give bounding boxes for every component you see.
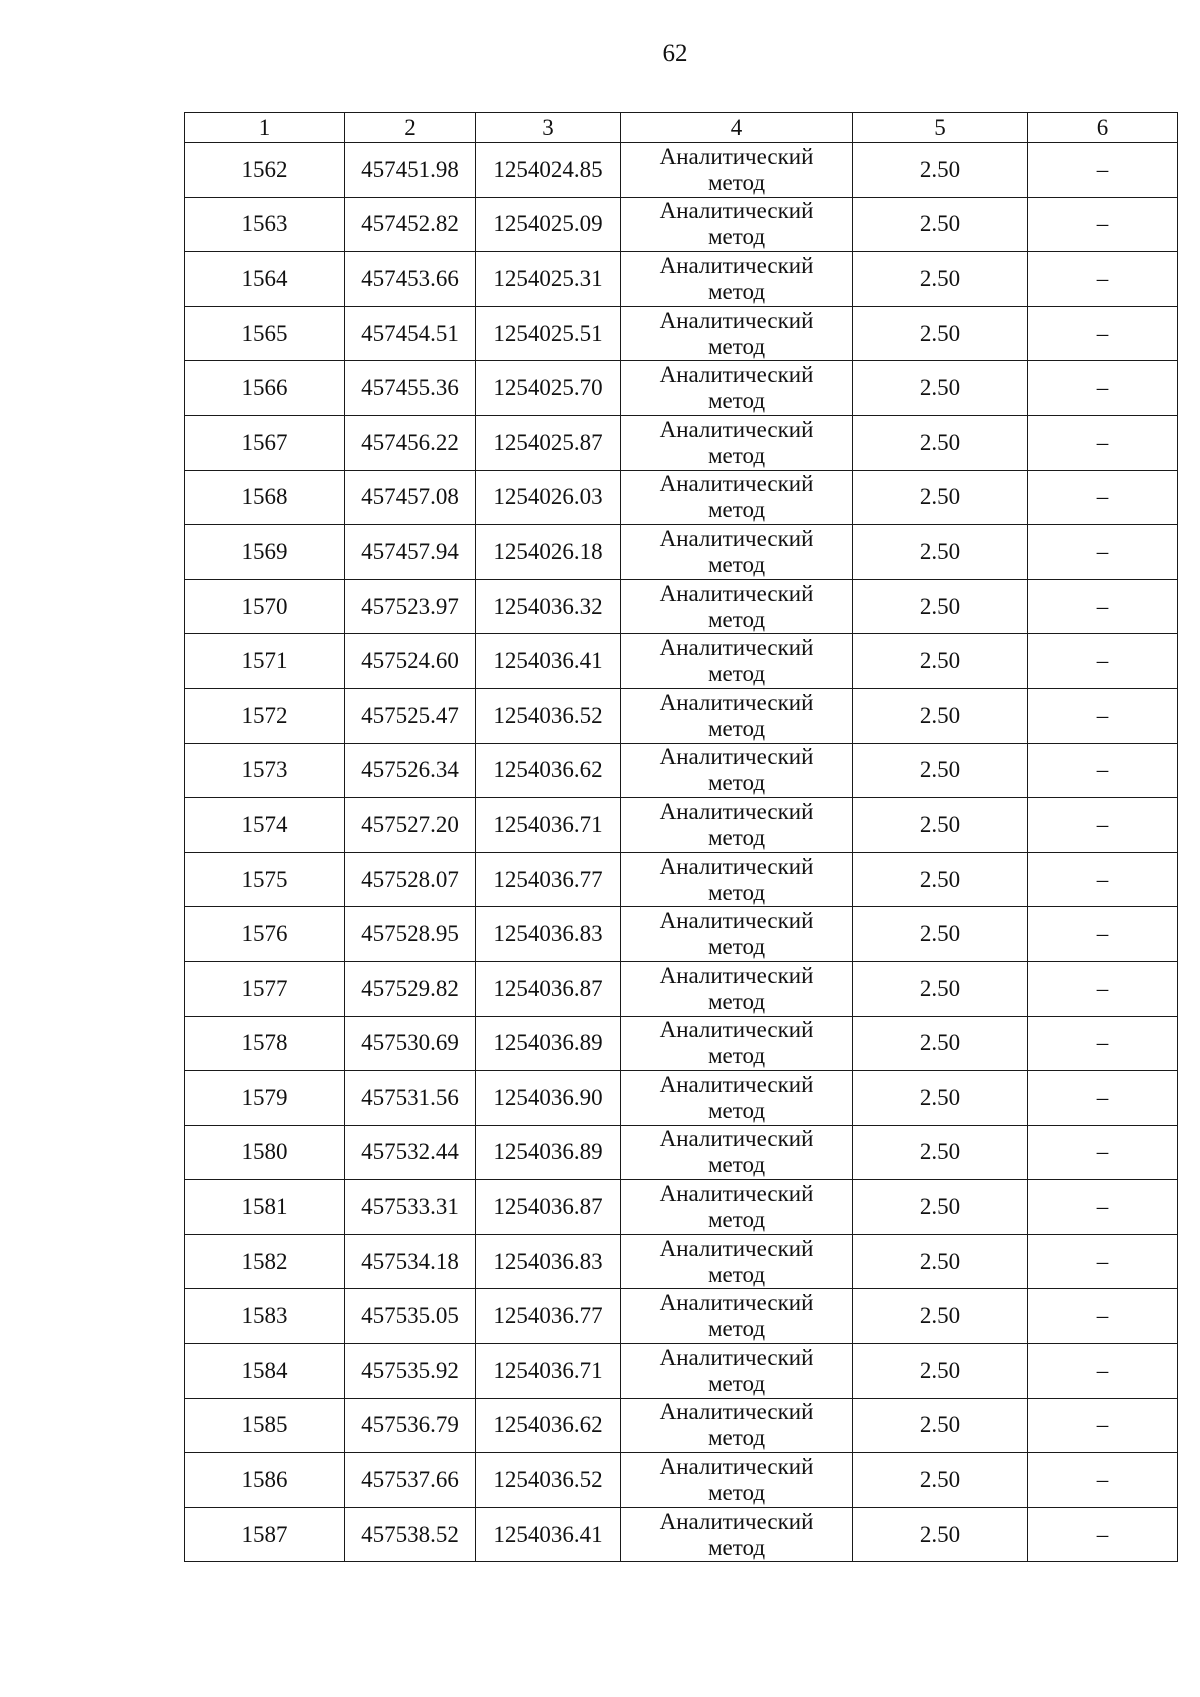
- x-coordinate-cell: 457529.82: [345, 961, 476, 1016]
- point-number-cell: 1567: [185, 415, 345, 470]
- y-coordinate-cell: 1254036.41: [476, 634, 621, 689]
- x-coordinate-cell: 457525.47: [345, 688, 476, 743]
- table-row: [185, 252, 1178, 307]
- method-cell: [621, 525, 853, 580]
- accuracy-cell: 2.50: [853, 415, 1028, 470]
- note-cell: –: [1028, 907, 1178, 962]
- point-number-cell: 1576: [185, 907, 345, 962]
- method-line-2: метод: [707, 1152, 766, 1178]
- accuracy-cell: 2.50: [853, 1071, 1028, 1126]
- method-line-2: метод: [707, 1480, 766, 1506]
- method-cell: [621, 252, 853, 307]
- method-cell: [621, 579, 853, 634]
- x-coordinate-cell: 457531.56: [345, 1071, 476, 1126]
- accuracy-cell: 2.50: [853, 852, 1028, 907]
- table-row: [185, 634, 1178, 689]
- method-line-2: метод: [707, 278, 766, 304]
- note-cell: –: [1028, 688, 1178, 743]
- accuracy-cell: 2.50: [853, 1180, 1028, 1235]
- method-cell: [621, 961, 853, 1016]
- method-line-2: метод: [707, 1316, 766, 1342]
- method-line-1: Аналитический: [659, 580, 814, 606]
- table-row: [185, 1180, 1178, 1235]
- x-coordinate-cell: 457533.31: [345, 1180, 476, 1235]
- method-line-2: метод: [707, 988, 766, 1014]
- method-cell: [621, 1289, 853, 1344]
- note-cell: –: [1028, 1344, 1178, 1399]
- method-cell: [621, 143, 853, 198]
- y-coordinate-cell: 1254036.89: [476, 1125, 621, 1180]
- table-row: [185, 961, 1178, 1016]
- y-coordinate-cell: 1254024.85: [476, 143, 621, 198]
- method-line-1: Аналитический: [659, 908, 814, 934]
- method-cell: [621, 1234, 853, 1289]
- note-cell: –: [1028, 798, 1178, 853]
- method-line-1: Аналитический: [659, 1017, 814, 1043]
- table-row: [185, 1234, 1178, 1289]
- method-cell: [621, 743, 853, 798]
- method-line-2: метод: [707, 388, 766, 414]
- table-row: [185, 1071, 1178, 1126]
- method-line-2: метод: [707, 715, 766, 741]
- y-coordinate-cell: 1254036.87: [476, 1180, 621, 1235]
- point-number-cell: 1577: [185, 961, 345, 1016]
- y-coordinate-cell: 1254036.87: [476, 961, 621, 1016]
- method-line-1: Аналитический: [659, 198, 814, 224]
- accuracy-cell: 2.50: [853, 1344, 1028, 1399]
- method-cell: [621, 470, 853, 525]
- x-coordinate-cell: 457452.82: [345, 197, 476, 252]
- point-number-cell: 1569: [185, 525, 345, 580]
- x-coordinate-cell: 457455.36: [345, 361, 476, 416]
- accuracy-cell: 2.50: [853, 688, 1028, 743]
- y-coordinate-cell: 1254036.71: [476, 798, 621, 853]
- x-coordinate-cell: 457528.95: [345, 907, 476, 962]
- point-number-cell: 1571: [185, 634, 345, 689]
- method-line-2: метод: [707, 1097, 766, 1123]
- x-coordinate-cell: 457453.66: [345, 252, 476, 307]
- header-col-6: 6: [1028, 113, 1178, 143]
- method-cell: [621, 1398, 853, 1453]
- table-row: [185, 470, 1178, 525]
- y-coordinate-cell: 1254025.87: [476, 415, 621, 470]
- y-coordinate-cell: 1254036.62: [476, 743, 621, 798]
- table-row: [185, 688, 1178, 743]
- y-coordinate-cell: 1254036.52: [476, 688, 621, 743]
- method-line-1: Аналитический: [659, 362, 814, 388]
- header-row: [185, 113, 1178, 143]
- note-cell: –: [1028, 579, 1178, 634]
- point-number-cell: 1582: [185, 1234, 345, 1289]
- method-cell: [621, 688, 853, 743]
- y-coordinate-cell: 1254036.71: [476, 1344, 621, 1399]
- y-coordinate-cell: 1254036.41: [476, 1507, 621, 1562]
- accuracy-cell: 2.50: [853, 525, 1028, 580]
- x-coordinate-cell: 457524.60: [345, 634, 476, 689]
- point-number-cell: 1579: [185, 1071, 345, 1126]
- method-cell: [621, 798, 853, 853]
- method-cell: [621, 197, 853, 252]
- method-line-2: метод: [707, 879, 766, 905]
- note-cell: –: [1028, 415, 1178, 470]
- note-cell: –: [1028, 1453, 1178, 1508]
- header-col-1: 1: [185, 113, 345, 143]
- point-number-cell: 1575: [185, 852, 345, 907]
- point-number-cell: 1583: [185, 1289, 345, 1344]
- table-row: [185, 1125, 1178, 1180]
- note-cell: –: [1028, 197, 1178, 252]
- table-row: [185, 1398, 1178, 1453]
- method-line-2: метод: [707, 934, 766, 960]
- point-number-cell: 1572: [185, 688, 345, 743]
- note-cell: –: [1028, 1016, 1178, 1071]
- note-cell: –: [1028, 634, 1178, 689]
- method-line-2: метод: [707, 1425, 766, 1451]
- table-row: [185, 1453, 1178, 1508]
- accuracy-cell: 2.50: [853, 743, 1028, 798]
- method-line-1: Аналитический: [659, 1399, 814, 1425]
- method-line-1: Аналитический: [659, 962, 814, 988]
- point-number-cell: 1585: [185, 1398, 345, 1453]
- method-line-1: Аналитический: [659, 471, 814, 497]
- method-cell: [621, 361, 853, 416]
- point-number-cell: 1574: [185, 798, 345, 853]
- note-cell: –: [1028, 306, 1178, 361]
- method-cell: [621, 852, 853, 907]
- accuracy-cell: 2.50: [853, 1234, 1028, 1289]
- method-line-1: Аналитический: [659, 744, 814, 770]
- note-cell: –: [1028, 470, 1178, 525]
- table-row: [185, 1016, 1178, 1071]
- method-cell: [621, 306, 853, 361]
- x-coordinate-cell: 457526.34: [345, 743, 476, 798]
- point-number-cell: 1563: [185, 197, 345, 252]
- method-line-1: Аналитический: [659, 525, 814, 551]
- page-number: 62: [662, 40, 688, 67]
- note-cell: –: [1028, 1125, 1178, 1180]
- point-number-cell: 1581: [185, 1180, 345, 1235]
- method-cell: [621, 1180, 853, 1235]
- method-line-1: Аналитический: [659, 1181, 814, 1207]
- accuracy-cell: 2.50: [853, 1398, 1028, 1453]
- method-line-2: метод: [707, 661, 766, 687]
- table-row: [185, 197, 1178, 252]
- method-line-2: метод: [707, 497, 766, 523]
- note-cell: –: [1028, 1507, 1178, 1562]
- y-coordinate-cell: 1254025.09: [476, 197, 621, 252]
- method-line-2: метод: [707, 1207, 766, 1233]
- y-coordinate-cell: 1254036.52: [476, 1453, 621, 1508]
- table-row: [185, 1344, 1178, 1399]
- table-row: [185, 852, 1178, 907]
- y-coordinate-cell: 1254026.18: [476, 525, 621, 580]
- accuracy-cell: 2.50: [853, 1507, 1028, 1562]
- method-cell: [621, 1016, 853, 1071]
- method-line-2: метод: [707, 1043, 766, 1069]
- point-number-cell: 1587: [185, 1507, 345, 1562]
- accuracy-cell: 2.50: [853, 143, 1028, 198]
- point-number-cell: 1562: [185, 143, 345, 198]
- point-number-cell: 1586: [185, 1453, 345, 1508]
- x-coordinate-cell: 457535.92: [345, 1344, 476, 1399]
- note-cell: –: [1028, 961, 1178, 1016]
- point-number-cell: 1573: [185, 743, 345, 798]
- method-line-1: Аналитический: [659, 1344, 814, 1370]
- method-line-2: метод: [707, 442, 766, 468]
- table-row: [185, 1289, 1178, 1344]
- y-coordinate-cell: 1254026.03: [476, 470, 621, 525]
- method-line-2: метод: [707, 224, 766, 250]
- accuracy-cell: 2.50: [853, 1453, 1028, 1508]
- method-line-1: Аналитический: [659, 1508, 814, 1534]
- method-line-1: Аналитический: [659, 1454, 814, 1480]
- x-coordinate-cell: 457532.44: [345, 1125, 476, 1180]
- note-cell: –: [1028, 525, 1178, 580]
- method-line-2: метод: [707, 551, 766, 577]
- method-line-2: метод: [707, 1534, 766, 1560]
- method-cell: [621, 1125, 853, 1180]
- method-line-2: метод: [707, 824, 766, 850]
- table-row: [185, 306, 1178, 361]
- accuracy-cell: 2.50: [853, 907, 1028, 962]
- y-coordinate-cell: 1254036.62: [476, 1398, 621, 1453]
- accuracy-cell: 2.50: [853, 197, 1028, 252]
- accuracy-cell: 2.50: [853, 252, 1028, 307]
- x-coordinate-cell: 457451.98: [345, 143, 476, 198]
- method-line-1: Аналитический: [659, 798, 814, 824]
- method-cell: [621, 907, 853, 962]
- y-coordinate-cell: 1254036.89: [476, 1016, 621, 1071]
- method-line-2: метод: [707, 770, 766, 796]
- y-coordinate-cell: 1254036.32: [476, 579, 621, 634]
- table-row: [185, 143, 1178, 198]
- y-coordinate-cell: 1254025.51: [476, 306, 621, 361]
- note-cell: –: [1028, 1398, 1178, 1453]
- accuracy-cell: 2.50: [853, 470, 1028, 525]
- table-row: [185, 907, 1178, 962]
- table-row: [185, 525, 1178, 580]
- x-coordinate-cell: 457536.79: [345, 1398, 476, 1453]
- accuracy-cell: 2.50: [853, 579, 1028, 634]
- method-line-1: Аналитический: [659, 1235, 814, 1261]
- header-col-4: 4: [621, 113, 853, 143]
- method-cell: [621, 1453, 853, 1508]
- note-cell: –: [1028, 252, 1178, 307]
- method-line-1: Аналитический: [659, 1126, 814, 1152]
- point-number-cell: 1564: [185, 252, 345, 307]
- x-coordinate-cell: 457454.51: [345, 306, 476, 361]
- y-coordinate-cell: 1254036.77: [476, 852, 621, 907]
- method-line-2: метод: [707, 333, 766, 359]
- accuracy-cell: 2.50: [853, 961, 1028, 1016]
- y-coordinate-cell: 1254036.90: [476, 1071, 621, 1126]
- method-line-1: Аналитический: [659, 689, 814, 715]
- table-row: [185, 361, 1178, 416]
- point-number-cell: 1570: [185, 579, 345, 634]
- method-line-1: Аналитический: [659, 143, 814, 169]
- table-row: [185, 743, 1178, 798]
- note-cell: –: [1028, 1180, 1178, 1235]
- accuracy-cell: 2.50: [853, 634, 1028, 689]
- method-line-1: Аналитический: [659, 1071, 814, 1097]
- table-row: [185, 415, 1178, 470]
- method-line-1: Аналитический: [659, 252, 814, 278]
- point-number-cell: 1565: [185, 306, 345, 361]
- x-coordinate-cell: 457456.22: [345, 415, 476, 470]
- x-coordinate-cell: 457457.08: [345, 470, 476, 525]
- x-coordinate-cell: 457527.20: [345, 798, 476, 853]
- note-cell: –: [1028, 743, 1178, 798]
- header-col-2: 2: [345, 113, 476, 143]
- x-coordinate-cell: 457534.18: [345, 1234, 476, 1289]
- y-coordinate-cell: 1254025.31: [476, 252, 621, 307]
- table-header: [185, 113, 1178, 143]
- header-col-3: 3: [476, 113, 621, 143]
- method-line-2: метод: [707, 1370, 766, 1396]
- accuracy-cell: 2.50: [853, 1289, 1028, 1344]
- y-coordinate-cell: 1254025.70: [476, 361, 621, 416]
- accuracy-cell: 2.50: [853, 1125, 1028, 1180]
- note-cell: –: [1028, 1071, 1178, 1126]
- method-cell: [621, 1344, 853, 1399]
- point-number-cell: 1580: [185, 1125, 345, 1180]
- note-cell: –: [1028, 1289, 1178, 1344]
- method-line-1: Аналитический: [659, 853, 814, 879]
- x-coordinate-cell: 457530.69: [345, 1016, 476, 1071]
- table-row: [185, 579, 1178, 634]
- point-number-cell: 1578: [185, 1016, 345, 1071]
- table-row: [185, 1507, 1178, 1562]
- x-coordinate-cell: 457538.52: [345, 1507, 476, 1562]
- method-line-1: Аналитический: [659, 307, 814, 333]
- accuracy-cell: 2.50: [853, 1016, 1028, 1071]
- x-coordinate-cell: 457528.07: [345, 852, 476, 907]
- y-coordinate-cell: 1254036.77: [476, 1289, 621, 1344]
- accuracy-cell: 2.50: [853, 361, 1028, 416]
- note-cell: –: [1028, 143, 1178, 198]
- x-coordinate-cell: 457523.97: [345, 579, 476, 634]
- method-cell: [621, 634, 853, 689]
- header-col-5: 5: [853, 113, 1028, 143]
- method-line-1: Аналитический: [659, 416, 814, 442]
- note-cell: –: [1028, 361, 1178, 416]
- point-number-cell: 1566: [185, 361, 345, 416]
- accuracy-cell: 2.50: [853, 798, 1028, 853]
- method-line-2: метод: [707, 1261, 766, 1287]
- method-cell: [621, 415, 853, 470]
- table-body: [185, 143, 1178, 1562]
- accuracy-cell: 2.50: [853, 306, 1028, 361]
- method-cell: [621, 1507, 853, 1562]
- x-coordinate-cell: 457535.05: [345, 1289, 476, 1344]
- table-row: [185, 798, 1178, 853]
- y-coordinate-cell: 1254036.83: [476, 907, 621, 962]
- method-line-2: метод: [707, 606, 766, 632]
- method-line-2: метод: [707, 169, 766, 195]
- y-coordinate-cell: 1254036.83: [476, 1234, 621, 1289]
- method-cell: [621, 1071, 853, 1126]
- method-line-1: Аналитический: [659, 635, 814, 661]
- note-cell: –: [1028, 852, 1178, 907]
- method-line-1: Аналитический: [659, 1290, 814, 1316]
- coordinates-table: [184, 112, 1178, 1562]
- point-number-cell: 1568: [185, 470, 345, 525]
- note-cell: –: [1028, 1234, 1178, 1289]
- x-coordinate-cell: 457457.94: [345, 525, 476, 580]
- x-coordinate-cell: 457537.66: [345, 1453, 476, 1508]
- point-number-cell: 1584: [185, 1344, 345, 1399]
